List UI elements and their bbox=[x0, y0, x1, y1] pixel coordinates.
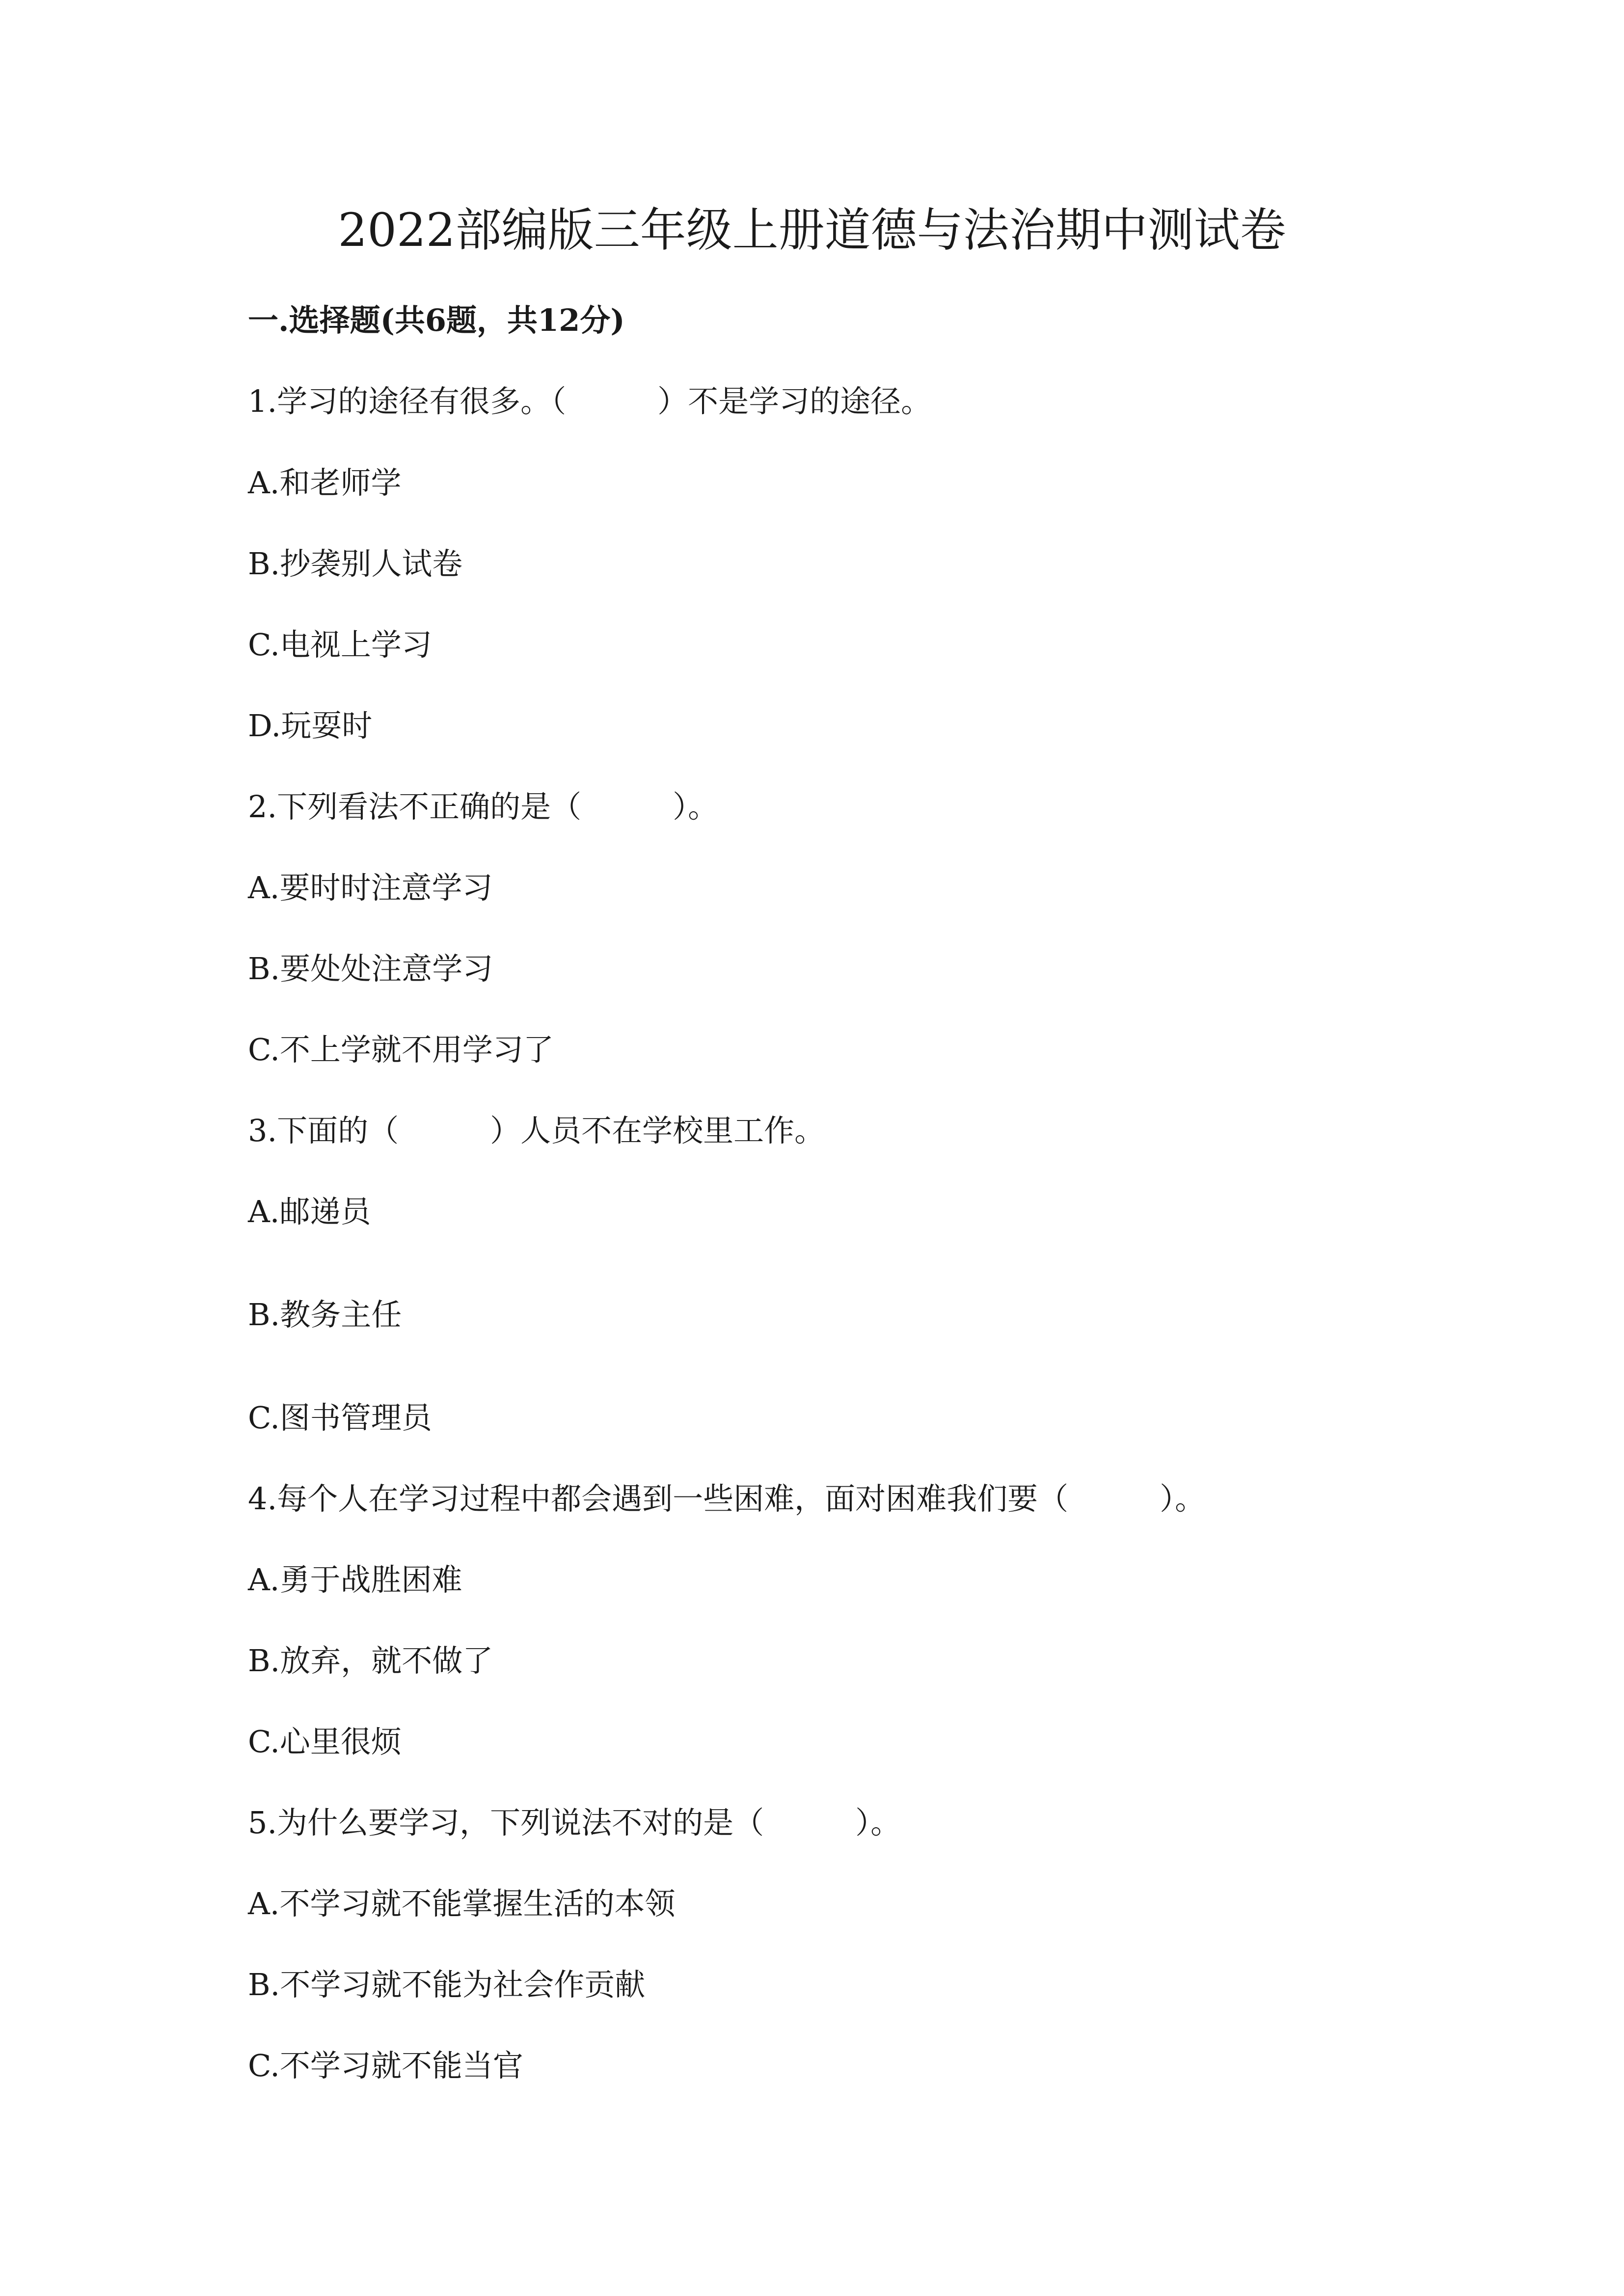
option-c: C.图书管理员 bbox=[248, 1400, 432, 1436]
option-c: C.不上学就不用学习了 bbox=[248, 1032, 554, 1068]
option-a: A.勇于战胜困难 bbox=[248, 1562, 462, 1598]
option-b: B.要处处注意学习 bbox=[248, 951, 493, 987]
question-stem: 1.学习的途径有很多。（ ）不是学习的途径。 bbox=[248, 383, 932, 419]
option-a: A.邮递员 bbox=[248, 1194, 371, 1229]
option-d: D.玩耍时 bbox=[248, 708, 373, 744]
question-stem: 4.每个人在学习过程中都会遇到一些困难，面对困难我们要（ ）。 bbox=[248, 1481, 1206, 1517]
page-title: 2022部编版三年级上册道德与法治期中测试卷 bbox=[338, 204, 1286, 257]
option-b: B.不学习就不能为社会作贡献 bbox=[248, 1967, 646, 2002]
option-b: B.抄袭别人试卷 bbox=[248, 546, 463, 582]
option-c: C.电视上学习 bbox=[248, 627, 432, 663]
question-stem: 5.为什么要学习，下列说法不对的是（ ）。 bbox=[248, 1805, 901, 1841]
option-b: B.教务主任 bbox=[248, 1297, 402, 1333]
option-c: C.不学习就不能当官 bbox=[248, 2048, 523, 2083]
option-a: A.不学习就不能掌握生活的本领 bbox=[248, 1886, 676, 1922]
option-a: A.要时时注意学习 bbox=[248, 870, 493, 906]
option-b: B.放弃，就不做了 bbox=[248, 1643, 493, 1679]
question-stem: 2.下列看法不正确的是（ ）。 bbox=[248, 789, 719, 825]
option-a: A.和老师学 bbox=[248, 465, 402, 501]
section-heading: 一.选择题(共6题，共12分) bbox=[248, 302, 625, 338]
question-stem: 3.下面的（ ）人员不在学校里工作。 bbox=[248, 1113, 825, 1148]
option-c: C.心里很烦 bbox=[248, 1724, 402, 1760]
